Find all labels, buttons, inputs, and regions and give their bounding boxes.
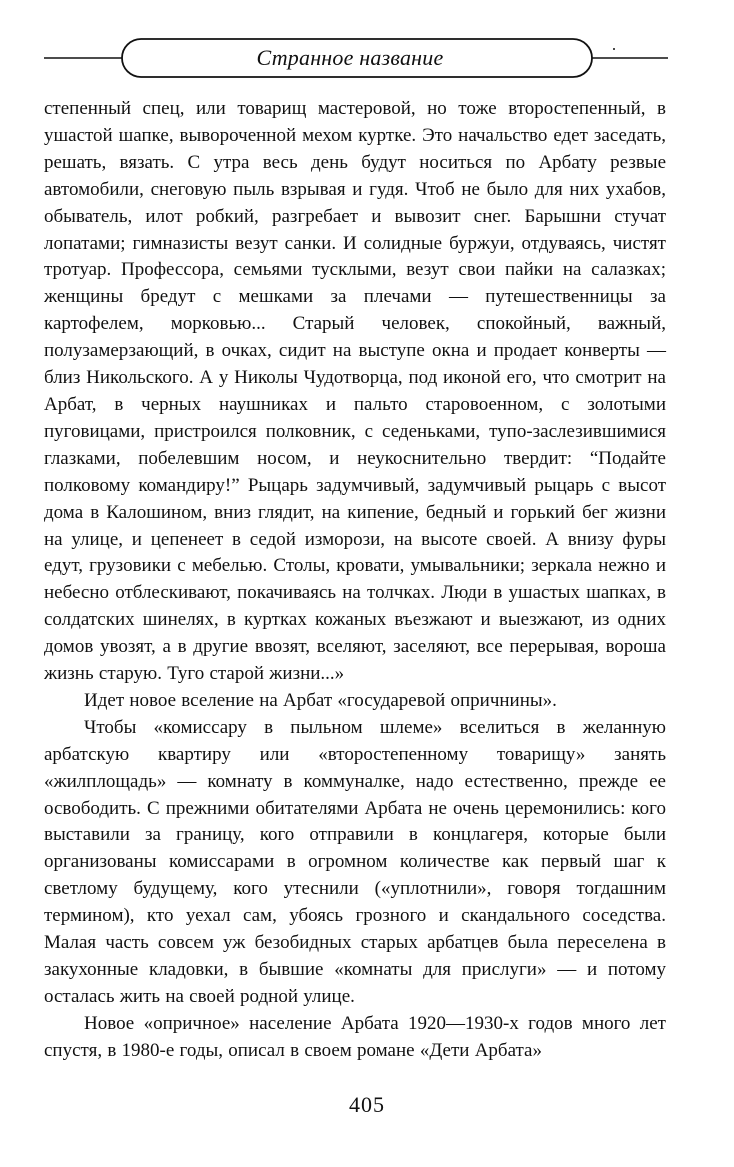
running-header-title: Странное название <box>256 45 444 70</box>
running-header <box>0 36 734 88</box>
paragraph-commissar: Чтобы «комиссару в пыльном шлеме» вселиться в желанную арбатскую квартиру или «второстепенному товарищу» занять «жилплощадь» — комнату в коммуналке, надо естественно, прежде ее освободить. С прежними обитателями Арбата не очень церемонились: кого выставили за границу, кого отправили в концлагеря, которые были организованы комиссарами в огромном количестве как первый шаг к светлому будущему, кого утеснили («уплотнили», говоря тогдашним термином), кто уехал сам, убоясь грозного и скандального соседства. Малая часть совсем уж безобидных старых арбатцев была переселена в закухонные кладовки, в бывшие «комнаты для прислуги» — и потому осталась жить на своей родной улице. <box>44 716 666 1007</box>
page-body <box>44 96 666 1065</box>
page-number: 405 <box>349 1092 385 1117</box>
paragraph-quote-continuation: степенный спец, или товарищ мастеровой, но тоже второстепенный, в ушастой шапке, вывороченной мехом куртке. Это начальство едет заседать, решать, вязать. С утра весь день будут носиться по Арбату резвые автомобили, снеговую пыль взрывая и гудя. Чтоб не было для них ухабов, обыватель, илот робкий, разгребает и вывозит снег. Барышни стучат лопатами; гимназисты везут санки. И солидные буржуи, отдуваясь, чистят тротуар. Профессора, семьями тусклыми, везут свои пайки на салазках; женщины бредут с мешками за плечами — путешественницы за картофелем, морковью... Старый человек, спокойный, важный, полузамерзающий, в очках, сидит на выступе окна и продает конверты — близ Никольского. А у Николы Чудотворца, под иконой его, что смотрит на Арбат, в черных наушниках и пальто старовоенном, с золотыми пуговицами, пристроился полковник, с седеньками, тупо-заслезившимися глазками, побелевшим носом, и неукоснительно твердит: “Подайте полковому командиру!” Рыцарь задумчивый, задумчивый рыцарь с высот дома в Калошином, вниз глядит, на кипение, бедный и горький бег жизни на улице, и цепенеет в седой изморози, на высоте своей. А внизу фуры едут, грузовики с мебелью. Столы, кровати, умывальники; зеркала нежно и небесно отблескивают, покачиваясь на толчках. Люди в ушастых шапках, в солдатских шинелях, в куртках кожаных въезжают и выезжают, из одних домов увозят, а в другие ввозят, вселяют, заселяют, все перерывая, вороша жизнь старую. Туго старой жизни...» <box>44 98 666 685</box>
paragraph-new-settlement: Идет новое вселение на Арбат «государевой опричнины». <box>84 689 557 711</box>
paragraph-oprichnoe-population: Новое «опричное» население Арбата 1920—1930-х годов много лет спустя, в 1980-е годы, описал в своем романе «Дети Арбата» <box>44 1012 666 1061</box>
